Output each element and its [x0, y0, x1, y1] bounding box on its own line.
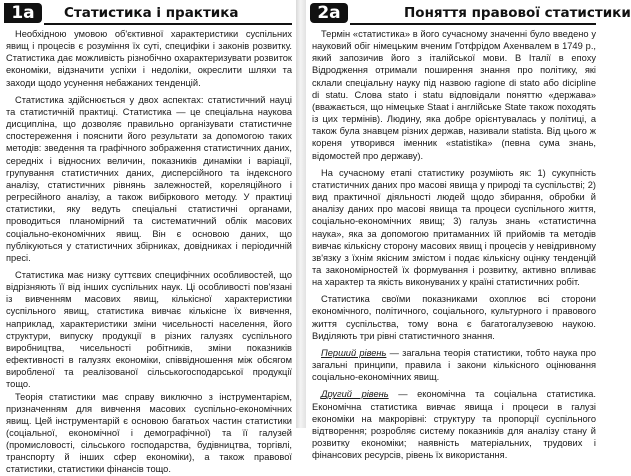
title-underline — [44, 23, 292, 25]
level-1-label: Перший рівень — [321, 347, 387, 358]
section-title: Статистика і практика — [64, 5, 239, 21]
right-page-header — [306, 0, 631, 26]
left-page-header — [0, 0, 296, 26]
paragraph-level-2 — [312, 388, 596, 461]
paragraph: Необхідною умовою об'єктивної характеристики суспільних явищ і процесів є розуміння їх суті, специфіки і законів розвитку. Статистика дає можливість різнобічно охарактеризувати розвиток економіки, відзначити успіхи і недоліки, окреслити шляхи та заходи щодо усунення небажаних тенденцій. — [6, 29, 292, 88]
paragraph: На сучасному етапі статистику розуміють як: 1) сукупність статистичних даних про масові явища у природі та суспільстві; 2) вид практичної діяльності людей щодо збирання, обробки й аналізу даних про масові явища та процеси суспільного життя, соціально-економічних явищ; 3) галузь знань «статистична наука», яка за допомогою притаманних їй прийомів та методів вивчає кількісну сторону масових явищ і процесів у невідривному зв'язку з їхнім якісним змістом і подає кількісну оцінку тенденцій та закономірностей їх формування і розвитку, активно впливає на характер та якість виконуваних у країні статистичних робіт. — [312, 167, 596, 288]
section-badge: 1а — [4, 3, 42, 23]
level-2-label: Другий рівень — [321, 389, 389, 400]
right-page — [306, 0, 631, 461]
title-underline — [350, 23, 596, 25]
section-title: Поняття правової статистики — [404, 5, 631, 21]
paragraph: Статистика має низку суттєвих специфічних особливостей, що відрізняють її від інших суспільних наук. Ці особливості пов'язані із вивченням масових явищ, кількісної характеристики суспільного явищ, статистика вивчає кількісне їх вивчення, наприклад, характеристики зміни чисельності населення, його структури, випуску продукції в різних галузях суспільного виробництва, чисельності робітників, зміни показників ефективності в галузях економіки, співвідношення між обсягом виробленої та реалізованої сільськогосподарської продукції тощо. — [6, 269, 292, 390]
paragraph: Теорія статистики має справу виключно з інструментарієм, призначенням для вивчення масових суспільно-економічних явищ. Цей інструментарій є основою багатьох частин статистики (соціальної, економічної і демографічної) та її галузей (промисловості, сільського господарства, будівництва, торгівлі, транспорту й інших сфер економіки), а також правової статистики, статистики фінансів тощо. — [6, 391, 292, 475]
paragraph: Статистика своїми показниками охоплює всі сторони економічного, політичного, соціального, культурного і правового життя суспільства, тому вона є багатогалузевою наукою. Виділяють три рівні статистичного знання. — [312, 294, 596, 341]
paragraph: Термін «статистика» в його сучасному значенні було введено у науковий обіг німецьким вченим Готфрідом Ахенвалем в 1749 р., який запозичив його з італійської мови. В Італії в епоху Відродження отримали поширення знання про політику, які склали спеціальну науку під назвою ragione di stato або dicipline di statu. Слова stato і statu відповідали поняттю «держава» (вважається, що німецьке Staat і англійське State також походять із цих термінів). Людину, яка добре орієнтувалась у політиці, а також була знавцем різних держав, називали statista. Від цього ж кореня утворився іменник «statistika» (певна сума знань, відомостей про державу). — [312, 29, 596, 161]
right-page-body — [312, 28, 596, 461]
level-2-text: — економічна та соціальна статистика. Економічна статистика вивчає явища і процеси в галузі економіки на макрорівні: структуру та пропорції суспільного відтворення; розробляє систему показників для аналізу стану й розвитку економіки; наявність матеріальних, трудових і фінансових ресурсів, рівень їх використання. — [312, 389, 596, 461]
book-gutter — [296, 0, 306, 428]
paragraph-level-1 — [312, 347, 596, 383]
level-1-text: — загальна теорія статистики, тобто наука про загальні принципи, правила і закони кількісного оцінювання соціально-економічних явищ. — [312, 347, 597, 383]
paragraph: Статистика здійснюється у двох аспектах: статистичний науці та статистичній практиці. Статистика — це спеціальна наукова дисципліна, що дозволяє правильно організувати статистичне спостереження і пояснити його результати за допомогою таких методів: зведення та графічного зображення статистичних даних, середніх і відносних величин, показників динаміки і варіації, групування статистичних даних, дисперсійного та індексного аналізу, статистичних рівнянь залежностей, кореляційного і регресійного аналізу, а також вибіркового методу. У практиці статистики, яку ведуть спеціальні статистичні органами, проводиться планомірний та систематичний облік масових соціально-економічних явищ. Він є основою даних, що публікуються у статистичних збірниках, довідниках і періодичній пресі. — [6, 94, 292, 263]
section-badge: 2а — [310, 3, 348, 23]
left-page — [0, 0, 296, 475]
left-page-body — [6, 28, 292, 476]
